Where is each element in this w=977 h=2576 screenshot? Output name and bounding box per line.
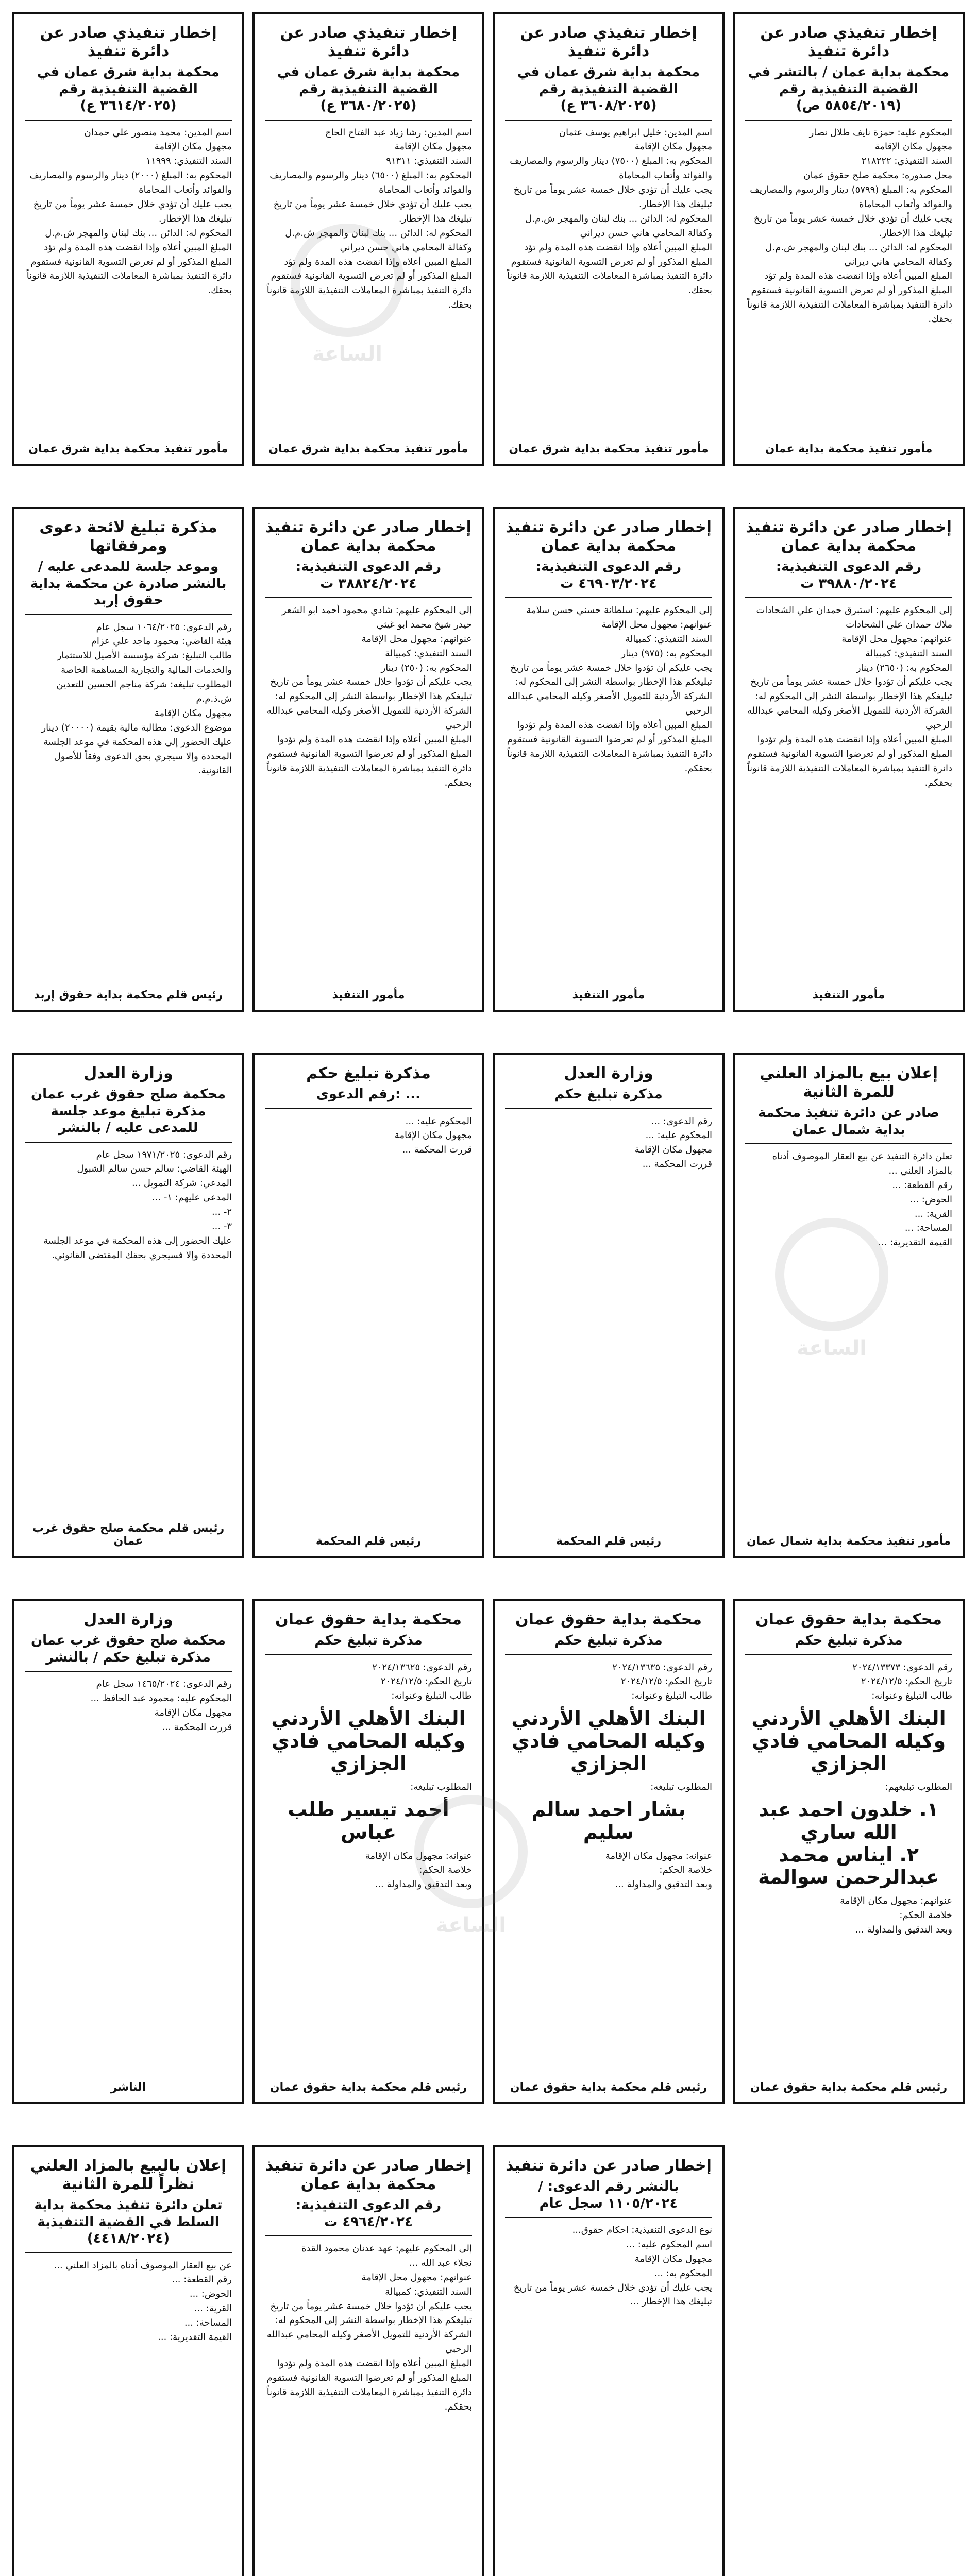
notice-title: محكمة بداية حقوق عمان [515, 1611, 702, 1629]
notice-footer: رئيس قلم محكمة بداية حقوق إربد [33, 989, 223, 1002]
notice-body: المطلوب تبليغهم: [885, 1782, 952, 1793]
notice-subtitle: رقم الدعوى التنفيذية: ٣٨٨٢٤/٢٠٢٤ ت [295, 559, 442, 591]
notice-card [733, 12, 965, 466]
notice-title: مذكرة تبليغ لائحة دعوى ومرفقاتها [39, 518, 217, 555]
notice-body: عنوانه: مجهول مكان الإقامة خلاصة الحكم: وبعد التدقيق والمداولة ... [605, 1850, 712, 1890]
notice-subtitle: محكمة صلح حقوق غرب عمان مذكرة تبليغ موعد جلسة للمدعى عليه / بالنشر [30, 1087, 226, 1136]
notice-card [12, 12, 244, 466]
divider [25, 2252, 232, 2253]
notice-subtitle: تعلن دائرة تنفيذ محكمة بداية السلط في القضية التنفيذية (٤٤١٨/٢٠٢٤) [34, 2197, 223, 2246]
notice-card [252, 12, 484, 466]
notice-body: تعلن دائرة التنفيذ عن بيع العقار الموصوف أدناه بالمزاد العلني ... رقم القطعة: ... الحوض: ... القرية: ... المساحة: ... القيمة التقديرية: ... [772, 1151, 952, 1248]
notice-body: رقم الدعوى: ٢٠٢٤/١٣٦٢٥ تاريخ الحكم: ٢٠٢٤/١٢/٥ طالب التبليغ وعنوانه: [372, 1662, 472, 1702]
notice-card [733, 1599, 965, 2104]
notice-card [493, 2145, 725, 2576]
notice-footer: رئيس قلم المحكمة [315, 1535, 422, 1548]
defendant-name: ١. خلدون احمد عبد الله ساري ٢. ايناس محمد عبدالرحمن سوالمة [758, 1798, 939, 1889]
notice-subtitle: صادر عن دائرة تنفيذ محكمة بداية شمال عمان [758, 1105, 939, 1138]
notice-footer: مأمور تنفيذ محكمة بداية شرق عمان [268, 443, 468, 455]
notice-title: إخطار صادر عن دائرة تنفيذ [506, 2157, 712, 2175]
plaintiff-name: البنك الأهلي الأردني وكيله المحامي فادي الجزازي [271, 1707, 466, 1775]
newspaper-page [12, 12, 965, 2576]
notice-subtitle: مذكرة تبليغ حكم [554, 1633, 663, 1648]
notice-body: نوع الدعوى التنفيذية: احكام حقوق... اسم المحكوم عليه: ... مجهول مكان الإقامة المحكوم به: ... يجب عليك أن تؤدي خلال خمسة عشر يوماً من تاريخ تبليغك هذا الإخطار ... [513, 2225, 712, 2308]
notice-subtitle: / بالنشر رقم الدعوى: ١١٠٥/٢٠٢٤ سجل عام [538, 2179, 679, 2211]
notice-body: اسم المدين: رشا زياد عبد الفتاح الحاج مجهول مكان الإقامة السند التنفيذي: ٩١٣١١ المحكوم به: المبلغ (٦٥٠٠) دينار والرسوم والمصاريف والفوائد وأتعاب المحاماة يجب عليك أن تؤدي خلال خمسة عشر يوماً من تاريخ تبليغك هذا الإخطار. المحكوم له: الدائن ... بنك لبنان والمهجر ش.م.ل وكفالة المحامي هاني حسن ديراني المبلغ المبين أعلاه وإذا انقضت هذه المدة ولم تؤد المبلغ المذكور أو لم تعرض التسوية القانونية فستقوم دائرة التنفيذ بمباشرة المعاملات التنفيذية اللازمة قانوناً بحقك. [266, 127, 472, 311]
divider [265, 597, 472, 598]
notice-title: وزارة العدل [83, 1064, 173, 1082]
notice-subtitle: رقم الدعوى التنفيذية: ٣٩٨٨٠/٢٠٢٤ ت [776, 559, 922, 591]
notice-card [12, 1599, 244, 2104]
notice-subtitle: وموعد جلسة للمدعى عليه / بالنشر صادرة عن محكمة بداية حقوق إربد [30, 559, 227, 608]
notice-body: إلى المحكوم عليهم: شادي محمود أحمد ابو الشعر حيدر شيخ محمد ابو غيثي عنوانهم: مجهول محل الإقامة السند التنفيذي: كمبيالة المحكوم به: (٢٥٠) دينار يجب عليكم أن تؤدوا خلال خمسة عشر يوماً من تاريخ تبليغكم هذا الإخطار بواسطة النشر إلى المحكوم له: الشركة الأردنية للتمويل الأصغر وكيله المحامي عبدالله الرحبي المبلغ المبين أعلاه وإذا انقضت هذه المدة ولم تؤدوا المبلغ المذكور أو لم تعرضوا التسوية القانونية فستقوم دائرة التنفيذ بمباشرة المعاملات التنفيذية اللازمة قانوناً بحقكم. [266, 605, 472, 788]
divider [25, 120, 232, 121]
notice-footer: رئيس قلم محكمة صلح حقوق غرب عمان [32, 1522, 225, 1548]
notice-footer: مأمور التنفيذ [332, 989, 405, 1002]
notice-body: عنوانهم: مجهول مكان الإقامة خلاصة الحكم: وبعد التدقيق والمداولة ... [840, 1895, 952, 1935]
notice-footer: مأمور تنفيذ محكمة بداية شرق عمان [28, 443, 228, 455]
notice-title: وزارة العدل [564, 1064, 653, 1082]
notice-card [733, 507, 965, 1012]
divider [505, 1654, 712, 1655]
notice-body: رقم الدعوى: ... المحكوم عليه: ... مجهول مكان الإقامة قررت المحكمة ... [634, 1115, 712, 1170]
notice-body: إلى المحكوم عليهم: استبرق حمدان علي الشحادات ملاك حمدان علي الشحادات عنوانهم: مجهول محل الإقامة السند التنفيذي: كمبيالة المحكوم به: (٢٦٥٠) دينار يجب عليكم أن تؤدوا خلال خمسة عشر يوماً من تاريخ تبليغكم هذا الإخطار بواسطة النشر إلى المحكوم له: الشركة الأردنية للتمويل الأصغر وكيله المحامي عبدالله الرحبي المبلغ المبين أعلاه وإذا انقضت هذه المدة ولم تؤدوا المبلغ المذكور أو لم تعرضوا التسوية القانونية فستقوم دائرة التنفيذ بمباشرة المعاملات التنفيذية اللازمة قانوناً بحقكم. [747, 605, 952, 788]
notice-body: عن بيع العقار الموصوف أدناه بالمزاد العلني ... رقم القطعة: ... الحوض: ... القرية: ... المساحة: ... القيمة التقديرية: ... [54, 2260, 232, 2343]
notice-card [733, 1053, 965, 1558]
notice-body: رقم الدعوى: ٢٠٢٤/١٣٦٣٥ تاريخ الحكم: ٢٠٢٤/١٢/٥ طالب التبليغ وعنوانه: [612, 1662, 712, 1702]
defendant-name: أحمد تيسير طلب عباس [288, 1798, 449, 1843]
divider [265, 1108, 472, 1109]
divider [265, 1654, 472, 1655]
plaintiff-name: البنك الأهلي الأردني وكيله المحامي فادي الجزازي [751, 1707, 946, 1775]
notice-footer: رئيس قلم محكمة بداية حقوق عمان [510, 2081, 708, 2094]
notice-title: إخطار صادر عن دائرة تنفيذ محكمة بداية عمان [265, 2157, 471, 2193]
notice-card [493, 12, 725, 466]
notice-body: المحكوم عليه: حمزة نايف طلال نصار مجهول مكان الإقامة السند التنفيذي: ٢١٨٢٢٢ محل صدوره: محكمة صلح حقوق عمان المحكوم به: المبلغ (٥٧٩٩) دينار والرسوم والمصاريف والفوائد وأتعاب المحاماة يجب عليك أن تؤدي خلال خمسة عشر يوماً من تاريخ تبليغك هذا الإخطار. المحكوم له: الدائن ... بنك لبنان والمهجر ش.م.ل وكفالة المحامي هاني ديراني المبلغ المبين أعلاه وإذا انقضت هذه المدة ولم تؤد المبلغ المذكور أو لم تعرض التسوية القانونية فستقوم دائرة التنفيذ بمباشرة المعاملات التنفيذية اللازمة قانوناً بحقك. [747, 127, 952, 325]
notice-body: رقم الدعوى: ٢٠٢٤/١٣٣٧٣ تاريخ الحكم: ٢٠٢٤/١٢/٥ طالب التبليغ وعنوانه: [852, 1662, 952, 1702]
divider [505, 597, 712, 598]
notice-body: المحكوم عليه: ... مجهول مكان الإقامة قررت المحكمة ... [394, 1115, 472, 1156]
divider [745, 120, 952, 121]
divider [505, 2217, 712, 2218]
divider [505, 1108, 712, 1109]
notice-footer: رئيس قلم محكمة بداية حقوق عمان [269, 2081, 467, 2094]
notice-title: وزارة العدل [83, 1611, 173, 1629]
notice-title: إعلان بالبيع بالمزاد العلني نظراً للمرة الثانية [30, 2157, 227, 2193]
notice-body: رقم الدعوى: ١٤٦٥/٢٠٢٤ سجل عام المحكوم عليه: محمود عبد الحافظ ... مجهول مكان الإقامة قررت المحكمة ... [90, 1679, 232, 1733]
divider [745, 1654, 952, 1655]
notice-footer: مأمور تنفيذ محكمة بداية عمان [765, 443, 933, 455]
notice-subtitle: مذكرة تبليغ حكم [795, 1633, 903, 1648]
notice-card [252, 507, 484, 1012]
divider [25, 1142, 232, 1143]
notice-body: عنوانه: مجهول مكان الإقامة خلاصة الحكم: وبعد التدقيق والمداولة ... [365, 1850, 472, 1890]
notice-body: المطلوب تبليغه: [650, 1782, 712, 1793]
notice-card [493, 1599, 725, 2104]
notice-title: إخطار صادر عن دائرة تنفيذ محكمة بداية عمان [746, 518, 952, 555]
notice-subtitle: رقم الدعوى: ... [316, 1087, 421, 1102]
divider [25, 1671, 232, 1672]
notice-subtitle: محكمة بداية شرق عمان في القضية التنفيذية رقم (٣٦٠٨/٢٠٢٥ ع) [517, 64, 700, 113]
notice-body: رقم الدعوى: ١٩٧١/٢٠٢٥ سجل عام الهيئة القاضي: سالم حسن سالم الشبول المدعي: شركة التمويل ... المدعى عليهم: ١- ... ٢- ... ٣- ... عليك الحضور إلى هذه المحكمة في موعد الجلسة المحددة وإلا فسيجري بحقك المقتضى القانوني. [43, 1149, 232, 1261]
divider [745, 597, 952, 598]
notice-subtitle: محكمة بداية شرق عمان في القضية التنفيذية رقم (٣٦٨٠/٢٠٢٥ ع) [277, 64, 460, 113]
divider [265, 120, 472, 121]
notice-card [252, 1599, 484, 2104]
notice-card [12, 2145, 244, 2576]
notice-subtitle: مذكرة تبليغ حكم [314, 1633, 423, 1648]
notice-body: إلى المحكوم عليهم: عهد عدنان محمود القدة نجلاء عبد الله ... عنوانهم: مجهول محل الإقامة السند التنفيذي: كمبيالة يجب عليكم أن تؤدوا خلال خمسة عشر يوماً من تاريخ تبليغكم هذا الإخطار بواسطة النشر إلى المحكوم له: الشركة الأردنية للتمويل الأصغر وكيله المحامي عبدالله الرحبي المبلغ المبين أعلاه وإذا انقضت هذه المدة ولم تؤدوا المبلغ المذكور أو لم تعرضوا التسوية القانونية فستقوم دائرة التنفيذ بمباشرة المعاملات التنفيذية اللازمة قانوناً بحقكم. [266, 2243, 472, 2412]
notice-card [493, 1053, 725, 1558]
notice-footer: مأمور تنفيذ محكمة بداية شرق عمان [509, 443, 709, 455]
notice-footer: رئيس قلم محكمة بداية حقوق عمان [750, 2081, 948, 2094]
notice-card [12, 507, 244, 1012]
divider [265, 2235, 472, 2236]
notice-subtitle: محكمة بداية عمان / بالتشر في القضية التنفيذية رقم (٥٨٥٤/٢٠١٩ ص) [748, 64, 950, 113]
notice-footer: مأمور التنفيذ [572, 989, 645, 1002]
plaintiff-name: البنك الأهلي الأردني وكيله المحامي فادي الجزازي [511, 1707, 706, 1775]
notice-title: إخطار صادر عن دائرة تنفيذ محكمة بداية عمان [265, 518, 471, 555]
notice-title: محكمة بداية حقوق عمان [755, 1611, 942, 1629]
notice-subtitle: محكمة بداية شرق عمان في القضية التنفيذية رقم (٣٦١٤/٢٠٢٥ ع) [37, 64, 220, 113]
notice-body: المطلوب تبليغه: [410, 1782, 472, 1793]
notice-card [252, 1053, 484, 1558]
notice-subtitle: مذكرة تبليغ حكم [554, 1087, 663, 1102]
notice-subtitle: محكمة صلح حقوق غرب عمان مذكرة تبليغ حكم / بالنشر [30, 1633, 226, 1665]
notice-body: إلى المحكوم عليهم: سلطانة حسني حسن سلامة عنوانهم: مجهول محل الإقامة السند التنفيذي: كمبيالة المحكوم به: (٩٧٥) دينار يجب عليكم أن تؤدوا خلال خمسة عشر يوماً من تاريخ تبليغكم هذا الإخطار بواسطة النشر إلى المحكوم له: الشركة الأردنية للتمويل الأصغر وكيله المحامي عبدالله الرحبي المبلغ المبين أعلاه وإذا انقضت هذه المدة ولم تؤدوا المبلغ المذكور أو لم تعرضوا التسوية القانونية فستقوم دائرة التنفيذ بمباشرة المعاملات التنفيذية اللازمة قانوناً بحقكم. [507, 605, 712, 774]
notice-subtitle: رقم الدعوى التنفيذية: ٤٩٦٤/٢٠٢٤ ت [295, 2197, 442, 2230]
notice-body: اسم المدين: خليل ابراهيم يوسف عثمان مجهول مكان الإقامة المحكوم به: المبلغ (٧٥٠٠) دينار والرسوم والمصاريف والفوائد وأتعاب المحاماة يجب عليك أن تؤدي خلال خمسة عشر يوماً من تاريخ تبليغك هذا الإخطار. المحكوم له: الدائن ... بنك لبنان والمهجر ش.م.ل وكفالة المحامي هاني حسن ديراني المبلغ المبين أعلاه وإذا انقضت هذه المدة ولم تؤد المبلغ المذكور أو لم تعرض التسوية القانونية فستقوم دائرة التنفيذ بمباشرة المعاملات التنفيذية اللازمة قانوناً بحقك. [507, 127, 712, 296]
notice-title: إخطار صادر عن دائرة تنفيذ محكمة بداية عمان [506, 518, 712, 555]
notice-footer: مأمور تنفيذ محكمة بداية شمال عمان [746, 1535, 951, 1548]
defendant-name: بشار احمد سالم سليم [531, 1798, 686, 1843]
notice-footer: رئيس قلم المحكمة [555, 1535, 662, 1548]
notice-title: إخطار تنفيذي صادر عن دائرة تنفيذ [760, 24, 937, 60]
notice-title: إخطار تنفيذي صادر عن دائرة تنفيذ [520, 24, 697, 60]
notice-card [252, 2145, 484, 2576]
divider [25, 614, 232, 615]
notice-card [12, 1053, 244, 1558]
notice-title: إخطار تنفيذي صادر عن دائرة تنفيذ [40, 24, 217, 60]
notice-card [493, 507, 725, 1012]
notice-footer: مأمور التنفيذ [812, 989, 885, 1002]
notice-body: رقم الدعوى: ١٠٦٤/٢٠٢٥ سجل عام هيئة القاضي: محمود ماجد علي عزام طالب التبليغ: شركة مؤسسة الأصيل للاستثمار والخدمات المالية والتجارية المساهمة الخاصة المطلوب تبليغه: شركة مناجم الحسين للتعدين ش.ذ.م.م مجهول مكان الإقامة موضوع الدعوى: مطالبة مالية بقيمة (٢٠٠٠٠) دينار عليك الحضور إلى هذه المحكمة في موعد الجلسة المحددة وإلا سيجري بحق الدعوى وفقاً للأصول القانونية. [41, 621, 232, 776]
divider [505, 120, 712, 121]
notice-title: إعلان بيع بالمزاد العلني للمرة الثانية [759, 1064, 938, 1101]
notice-body: اسم المدين: محمد منصور علي حمدان مجهول مكان الإقامة السند التنفيذي: ١١٩٩٩ المحكوم به: المبلغ (٢٠٠٠) دينار والرسوم والمصاريف والفوائد وأتعاب المحاماة يجب عليك أن تؤدي خلال خمسة عشر يوماً من تاريخ تبليغك هذا الإخطار. المحكوم له: الدائن ... بنك لبنان والمهجر ش.م.ل المبلغ المبين أعلاه وإذا انقضت هذه المدة ولم تؤد المبلغ المذكور أو لم تعرض التسوية القانونية فستقوم دائرة التنفيذ بمباشرة المعاملات التنفيذية اللازمة قانوناً بحقك. [26, 127, 232, 296]
notice-title: محكمة بداية حقوق عمان [275, 1611, 462, 1629]
notice-footer: الناشر [110, 2081, 146, 2094]
notice-title: مذكرة تبليغ حكم [306, 1064, 431, 1082]
divider [745, 1143, 952, 1144]
notice-title: إخطار تنفيذي صادر عن دائرة تنفيذ [280, 24, 457, 60]
notice-subtitle: رقم الدعوى التنفيذية: ٤٦٩٠٣/٢٠٢٤ ت [535, 559, 682, 591]
